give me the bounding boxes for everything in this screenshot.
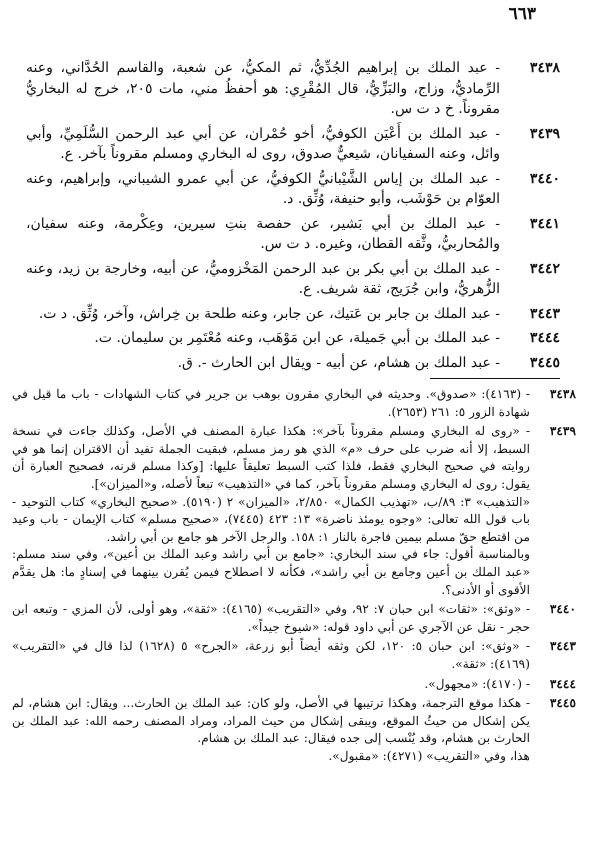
footnote-paragraph: - (٤١٧٠): «مجهول». xyxy=(424,676,530,691)
entry-3439 xyxy=(26,124,560,165)
entry-number: ٣٤٤٠ xyxy=(529,170,560,187)
footnote-paragraph: «التذهيب» ٣: ٨٩/ب، «تهذيب الكمال» ٢/٨٥٠، «الميزان» ٢ (٥١٩٠). «صحيح البخاري» كتاب التوحيد - باب قول الله تعالى: «وجوه يومئذ ناضرة» ١٣: ٤٢٣ (٧٤٤٥)، «صحيح مسلم» كتاب الإيمان - باب وعيد من اقتطع حقّ مسلم بيمين فاجرة بالنار ١: ١٥٨. والرجل الآخر هو جامع بن أبي راشد. xyxy=(12,494,531,544)
footnote-3440 xyxy=(12,601,576,636)
footnote-3438 xyxy=(12,386,576,421)
page-number: ٦٦٣ xyxy=(508,4,536,24)
entry-3438 xyxy=(26,58,560,120)
entry-text: - عبد الملك بن هشام، عن أبيه - ويقال ابن الحارث -. ق. xyxy=(177,354,500,371)
entry-number: ٣٤٤٤ xyxy=(529,330,560,346)
entry-text: - عبد الملك بن إياس الشَّيْبانيُّ الكوفيُّ، عن أبي عمرو الشيباني، وإبراهيم، وعنه العوّام بن حَوْشَب، وأبو حنيفة، وُثِّق. د. xyxy=(26,170,500,207)
footnote-body xyxy=(12,676,530,694)
entry-3445 xyxy=(26,353,560,374)
footnote-paragraph: - (٤١٦٣): «صدوق». وحديثه في البخاري مقرون بوهب بن جرير في كتاب الشهادات - باب ما قيل في شهادة الزور ٥: ٢٦١ (٢٦٥٣). xyxy=(12,387,530,419)
footnote-body xyxy=(12,638,530,673)
footnote-divider xyxy=(430,378,560,379)
entry-text: - عبد الملك بن أبي جَميلة، عن ابن مَوْهَب، وعنه مُعْتَمِر بن سليمان. ت. xyxy=(94,330,500,346)
footnote-number: ٣٤٤٥ xyxy=(549,696,576,711)
entry-number: ٣٤٤٣ xyxy=(529,305,560,322)
footnote-body xyxy=(12,386,530,421)
entry-number: ٣٤٤١ xyxy=(529,215,560,232)
footnote-body xyxy=(12,695,530,765)
footnote-paragraph: - «وثق»: ابن حبان ٥: ١٢٠، لكن وثقه أيضاً أبو زرعة، «الجرح» ٥ (١٦٢٨) لذا قال في «التقريب» (٤١٦٩): «ثقة». xyxy=(12,639,530,671)
entry-3441 xyxy=(26,214,560,255)
footnote-paragraph: هذا، وفي «التقريب» (٤٢٧١): «مقبول». xyxy=(328,748,530,763)
footnote-3443 xyxy=(12,638,576,673)
entry-3442 xyxy=(26,259,560,300)
footnote-body xyxy=(12,601,530,636)
footnote-number: ٣٤٣٨ xyxy=(549,387,576,401)
footnote-body xyxy=(12,423,530,599)
footnote-3439 xyxy=(12,423,576,599)
footnote-paragraph: - «روى له البخاري ومسلم مقروناً بآخر»: هكذا عبارة المصنف في الأصل، وكذلك جاءت في نسخة السبط، إلا أنه ضرب على حرف «م» الذي هو رمز مسلم، فبقيت الجملة تفيد أن الاقتران إنما هو في روايته في صحيح البخاري فقط، فلذا كتب السبط تعليقاً عليها: [وكذا مسلم قرنه، فصحيح العبارة أن يقول: روى له البخاري ومسلم مقروناً بآخر، كما في «التذهيب» تبعاً لأصله، و«الميزان»]. xyxy=(12,424,530,491)
footnote-number: ٣٤٤٠ xyxy=(549,602,576,617)
entry-number: ٣٤٣٩ xyxy=(529,125,560,142)
footnote-3444 xyxy=(12,676,576,694)
footnotes-section xyxy=(12,386,576,767)
entry-text: - عبد الملك بن أبي بَشير، عن حفصة بنتِ سيرين، وعِكْرمة، وعنه سفيان، والمُحاربيُّ، وثَّقه القطان، وغيره. د ت س. xyxy=(26,215,500,252)
footnote-number: ٣٤٣٩ xyxy=(549,424,576,439)
entry-3440 xyxy=(26,169,560,210)
entry-text: - عبد الملك بن أبي بكر بن عبد الرحمن المَخْزوميُّ، عن أبيه، وخارجة بن زيد، وعنه الزُّهريُّ، وابن جُرَيج، ثقة شريف. ع. xyxy=(26,260,500,297)
footnote-paragraph: وبالمناسبة أقول: جاء في سند البخاري: «جامع بن أبي راشد وعبد الملك بن أعين»، وفي سند مسلم: «عبد الملك بن أعين وجامع بن أبي راشد»، فكأنه لا اصطلاح فيمن يُقرن بينهما في إسنادٍ ما: هل يقدَّم الأقوى أو الأدنى؟. xyxy=(12,547,530,597)
entry-3443 xyxy=(26,304,560,325)
footnote-paragraph: - «وثق»: «ثقات» ابن حبان ٧: ٩٢، وفي «التقريب» (٤١٦٥): «ثقة»، وهو أولى، لأن المزي - وتبعه ابن حجر - نقل عن الآجري عن أبي داود قوله: «شيوخ جيداً». xyxy=(12,602,530,634)
entry-number: ٣٤٣٨ xyxy=(529,60,560,76)
entry-text: - عبد الملك بن جابر بن عَتيك، عن جابر، وعنه طلحة بن خِراش، وآخر، وُثِّق. د ت. xyxy=(38,305,500,322)
entry-text: - عبد الملك بن أَعْيَن الكوفيُّ، أخو حُمْران، عن أبي عبد الرحمن السُّلَمِيِّ، وأبي وائل، وعنه السفيانان، شيعيٌّ صدوق، روى له البخاري ومسلم مقروناً بآخر. ع. xyxy=(26,125,500,162)
entry-text: - عبد الملك بن إبراهيم الجُدِّيُّ، ثم المكيُّ، عن شعبة، والقاسم الحُدَّاني، وعنه الرِّماديُّ، وزاج، والبَزِّيُّ، قال المُقْرِي: هو أحفظُ مني، مات ٢٠٥، خرج له البخاريُّ مقروناً. خ د ت س. xyxy=(26,60,500,117)
entry-number: ٣٤٤٥ xyxy=(529,354,560,371)
footnote-number: ٣٤٤٣ xyxy=(549,639,576,654)
entries-section xyxy=(26,58,560,377)
footnote-number: ٣٤٤٤ xyxy=(549,676,576,691)
entry-number: ٣٤٤٢ xyxy=(529,260,560,277)
footnote-paragraph: - هكذا موقع الترجمة، وهكذا ترتيبها في الأصل، ولو كان: عبد الملك بن الحارث... ويقال: ابن هشام، لم يكن إشكال من حيثُ الموقع، ويبقى إشكال من حيث المراد، ومراد المصنف رحمه الله: عبد الملك بن الحارث بن هشام، وقد يُنْسب إلى جده فيقال: عبد الملك بن هشام. xyxy=(12,696,530,746)
footnote-3445 xyxy=(12,695,576,765)
entry-3444 xyxy=(26,328,560,349)
